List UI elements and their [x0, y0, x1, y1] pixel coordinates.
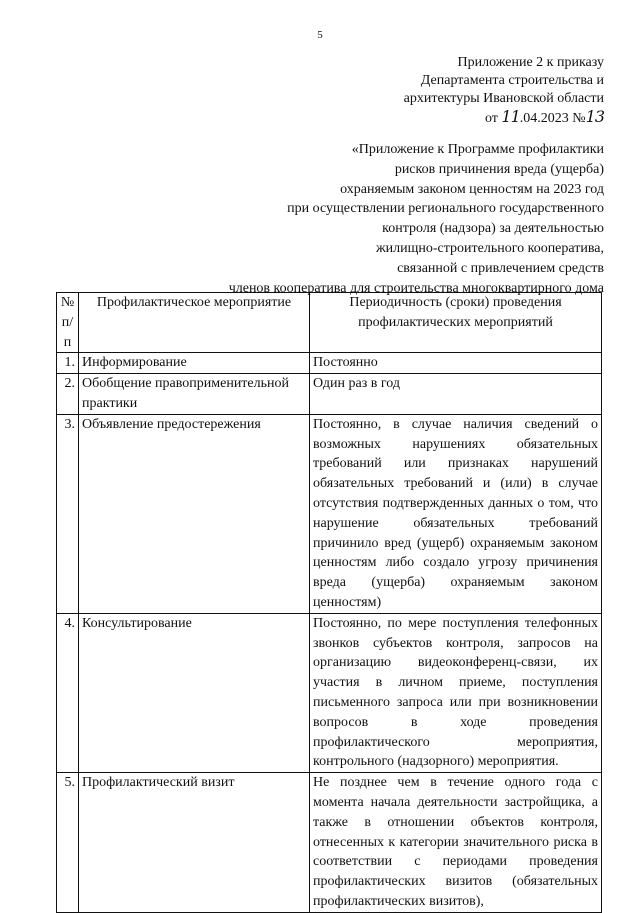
row-event: Консультирование [79, 613, 310, 772]
header-period: Периодичность (сроки) проведения профилактических мероприятий [310, 293, 602, 353]
row-period: Не позднее чем в течение одного года с момента начала деятельности застройщика, а также в отношении объектов контроля, отнесенных к категории значительного риска в соответствии с периодами проведения профилактических визитов (обязательных профилактических визитов), [310, 773, 602, 913]
date-rest: .04.2023 [519, 111, 569, 126]
date-day-handwritten: 11 [501, 107, 520, 126]
row-period: Постоянно, по мере поступления телефонных звонков субъектов контроля, запросов на организацию видеоконференц-связи, их участия в личном приеме, поступления письменного запроса или при возникновении вопросов в ходе проведения профилактического мероприятия, контрольного (надзорного) мероприятия. [310, 613, 602, 772]
table-header-row [57, 293, 602, 353]
row-event: Обобщение правоприменительной практики [79, 374, 310, 415]
programme-line: связанной с привлечением средств [397, 260, 604, 276]
programme-line: рисков причинения вреда (ущерба) [394, 161, 604, 177]
row-num: 2. [57, 374, 79, 415]
appendix-header [274, 54, 604, 128]
row-period: Постоянно, в случае наличия сведений о возможных нарушениях обязательных требований или признаках нарушений обязательных требований и (или) в случае отсутствия подтвержденных данных о том, что нарушение обязательных требований причинило вред (ущерб) охраняемым законом ценностям либо создало угрозу причинения вреда (ущерба) охраняемым законом ценностям) [310, 414, 602, 613]
header-line: архитектуры Ивановской области [403, 91, 604, 106]
header-num: № п/п [57, 293, 79, 353]
programme-line: членов кооператива для строительства многоквартирного дома [228, 280, 604, 296]
number-prefix: № [572, 111, 586, 126]
row-event: Профилактический визит [79, 773, 310, 913]
programme-line: охраняемым законом ценностям на 2023 год [340, 181, 604, 197]
order-date-line [274, 108, 604, 128]
date-prefix: от [484, 111, 498, 126]
header-event: Профилактическое мероприятие [79, 293, 310, 353]
row-period: Постоянно [310, 353, 602, 374]
programme-line: при осуществлении регионального государственного [287, 201, 604, 217]
page-number: 5 [317, 29, 323, 41]
row-period: Один раз в год [310, 374, 602, 415]
measures-table [56, 292, 602, 913]
programme-line: контроля (надзора) за деятельностью [382, 221, 604, 237]
table-row [57, 613, 602, 772]
row-num: 4. [57, 613, 79, 772]
row-num: 1. [57, 353, 79, 374]
header-line: Департамента строительства и [420, 73, 604, 88]
row-num: 5. [57, 773, 79, 913]
table-row [57, 353, 602, 374]
row-event: Информирование [79, 353, 310, 374]
table-row [57, 414, 602, 613]
programme-title [144, 140, 604, 298]
row-event: Объявление предостережения [79, 414, 310, 613]
table-row [57, 773, 602, 913]
row-num: 3. [57, 414, 79, 613]
table-row [57, 374, 602, 415]
header-line: Приложение 2 к приказу [457, 55, 604, 70]
order-number-handwritten: 13 [585, 107, 604, 126]
programme-line: жилищно-строительного кооператива, [375, 240, 604, 256]
programme-line: «Приложение к Программе профилактики [351, 142, 604, 157]
